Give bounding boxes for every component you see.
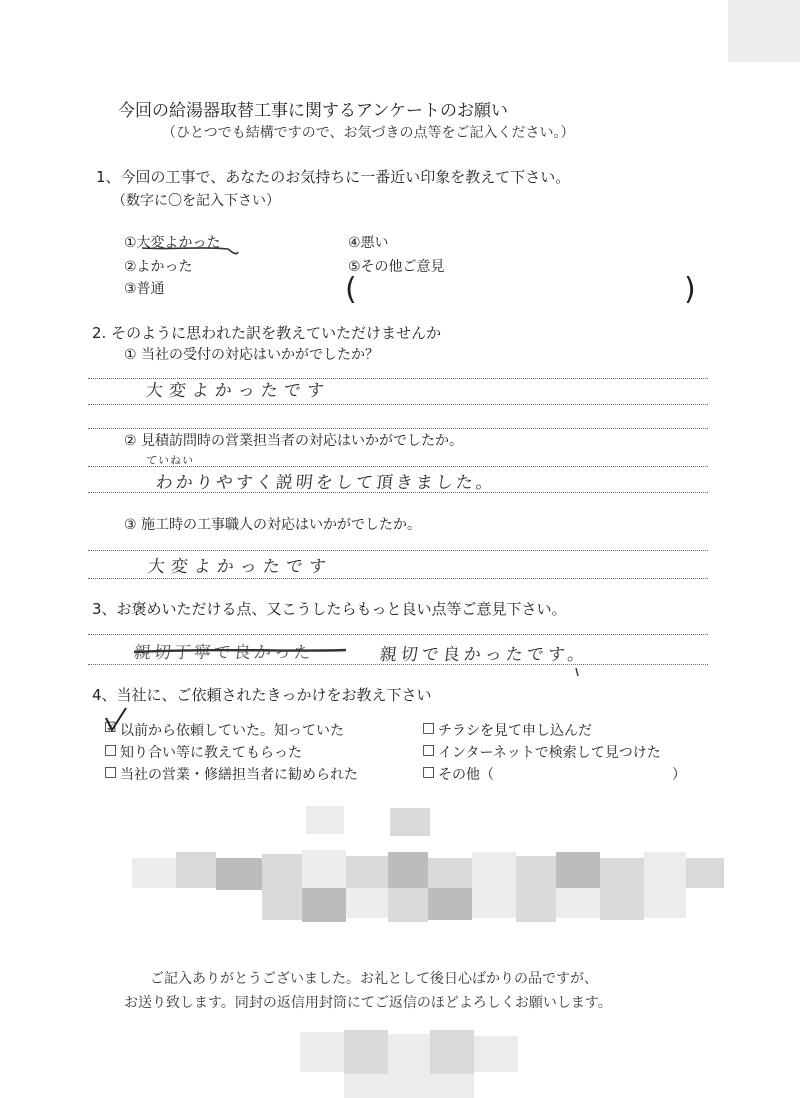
q1-question: 1、今回の工事で、あなたのお気持ちに一番近い印象を教えて下さい。 [96, 168, 571, 186]
q4-option-label: 当社の営業・修繕担当者に勧められた [120, 767, 358, 783]
q1-option-5[interactable]: ⑤その他ご意見 [348, 259, 445, 275]
q2-sub3-label: ③ 施工時の工事職人の対応はいかがでしたか。 [124, 517, 421, 533]
q4-option-checkbox[interactable]: □ [422, 742, 436, 758]
q1-other-open-paren: ( [345, 272, 357, 307]
q4-option-label: インターネットで検索して見つけた [438, 745, 661, 761]
q4-question: 4、当社に、ご依頼されたきっかけをお教え下さい [92, 686, 432, 704]
q1-option-2[interactable]: ②よかった [124, 259, 193, 275]
q4-option-label: その他（ [438, 767, 494, 783]
page-subtitle: （ひとつでも結構ですので、お気づきの点等をご記入ください。） [162, 125, 575, 141]
q4-option-checkbox[interactable]: ☑ [104, 720, 117, 736]
footer-line-1: ご記入ありがとうございました。お礼として後日心ばかりの品ですが、 [150, 971, 598, 987]
q2-answer1-handwriting: 大変よかったです [144, 381, 331, 401]
q1-option-4[interactable]: ④悪い [348, 235, 389, 251]
q4-option-checkbox[interactable]: □ [422, 720, 436, 736]
q1-option-3[interactable]: ③普通 [124, 281, 165, 297]
q2-answer2-note-handwriting: ていねい [145, 454, 195, 467]
q2-question: 2. そのように思われた訳を教えていただけませんか [92, 324, 442, 342]
q4-option-checkbox[interactable]: □ [104, 742, 118, 758]
q4-option-checkbox[interactable]: □ [104, 764, 118, 780]
q4-option-label: 以前から依頼していた。知っていた [120, 723, 344, 739]
q4-option-label: チラシを見て申し込んだ [438, 723, 592, 739]
page-title: 今回の給湯器取替工事に関するアンケートのお願い [118, 101, 508, 121]
q1-other-close-paren: ) [684, 272, 696, 307]
q1-instruction: （数字に〇を記入下さい） [112, 193, 280, 209]
q3-strikethrough [134, 650, 346, 652]
q3-period-mark [576, 668, 578, 676]
q2-answer3-handwriting: 大変よかったです [146, 557, 333, 577]
q3-answer-handwriting: 親切で良かったです。 [378, 645, 590, 665]
q3-struck-handwriting: 親切丁寧で良かった [132, 643, 315, 663]
q2-sub1-label: ① 当社の受付の対応はいかがでしたか？ [124, 347, 379, 363]
q3-question: 3、お褒めいただける点、又こうしたらもっと良い点等ご意見下さい。 [92, 600, 567, 618]
q2-sub2-label: ② 見積訪問時の営業担当者の対応はいかがでしたか。 [124, 433, 463, 449]
option-1-underline [142, 248, 238, 254]
q4-option-checkbox[interactable]: □ [422, 764, 436, 780]
q4-checkmark [106, 708, 126, 730]
q4-option-label: 知り合い等に教えてもらった [120, 745, 302, 761]
footer-line-2: お送り致します。同封の返信用封筒にてご返信のほどよろしくお願いします。 [124, 995, 612, 1011]
q1-option-1[interactable]: ①大変よかった [124, 235, 221, 251]
q2-answer2-handwriting: わかりやすく説明をして頂きました。 [154, 473, 497, 493]
q4-other-close-paren: ） [672, 767, 686, 783]
